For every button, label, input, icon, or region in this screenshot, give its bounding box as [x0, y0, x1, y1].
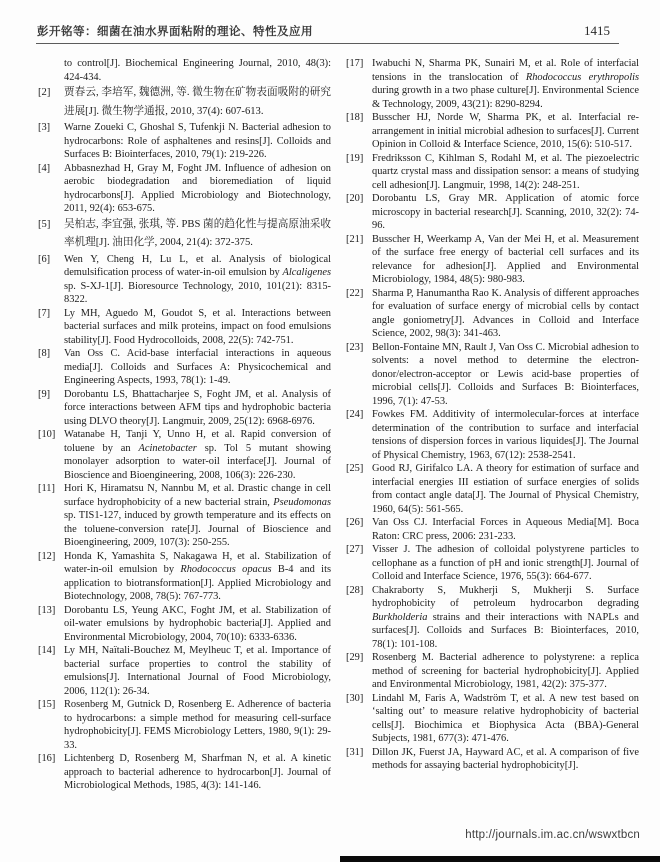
reference-text: Lichtenberg D, Rosenberg M, Sharfman N, et al. A kinetic approach to bacterial adherence to hydrocarbon[J]. Journal of Microbiological Methods, 1985, 4(3): 141-146. [64, 753, 331, 791]
reference-number: [28] [346, 584, 364, 596]
reference-number: [11] [38, 483, 55, 494]
reference-number: [3] [38, 122, 51, 133]
reference-text: Iwabuchi N, Sharma PK, Sunairi M, et al. Role of interfacial tensions in the translocation of Rhodococcus erythropolis during growth in a two phase culture[J]. Environmental Science & Technology, 2009, 43(21): 8290-8294. [372, 58, 640, 110]
reference-number: [24] [346, 409, 364, 420]
reference-text: Busscher H, Weerkamp A, Van der Mei H, et al. Measurement of the surface free energy of bacterial cell surfaces and its relevance for adhesion[J]. Applied and Environmental Microbiology, 1984, 48(5): 980-983. [372, 233, 639, 285]
reference-text: Bellon-Fontaine MN, Rault J, Van Oss C. Microbial adhesion to solvents: a novel method to determine the electron-donor/electron-acceptor or Lewis acid-base properties of microbial cells[J]. Colloids and Surfaces B: Biointerfaces, 1996, 7(1): 47-53. [372, 341, 639, 407]
reference-number: [5] [38, 218, 51, 230]
reference-item [346, 287, 639, 341]
reference-number: [10] [38, 429, 56, 440]
reference-text: Sharma P, Hanumantha Rao K. Analysis of different approaches for evaluation of surface energy of microbial cells by contact angle goniometry[J]. Advances in Colloid and Interface Science, 2002, 98(3): 341-463. [372, 287, 639, 339]
reference-number: [7] [38, 307, 51, 319]
reference-number: [31] [346, 746, 364, 758]
reference-item [346, 543, 639, 584]
reference-number: [26] [346, 517, 364, 528]
reference-number: [13] [38, 604, 56, 616]
reference-item [38, 216, 331, 253]
reference-item [38, 752, 331, 793]
reference-number: [4] [38, 162, 51, 174]
references-column-left [38, 57, 331, 793]
reference-text: Dillon JK, Fuerst JA, Hayward AC, et al. A comparison of five methods for assaying bacterial hydrophobicity[J]. [372, 746, 639, 771]
reference-text: Wen Y, Cheng H, Lu L, et al. Analysis of biological demulsification process of water-in-oil emulsion by Alcaligenes sp. S-XJ-1[J]. Bioresource Technology, 2010, 101(21): 8315-8322. [64, 253, 331, 305]
reference-text: Dorobantu LS, Yeung AKC, Foght JM, et al. Stabilization of oil-water emulsions by hydrophobic bacteria[J]. Applied and Environmental Microbiology, 2004, 70(10): 6333-6336. [64, 604, 331, 643]
reference-item [38, 57, 331, 84]
reference-text: to control[J]. Biochemical Engineering Journal, 2010, 48(3): 424-434. [64, 58, 331, 83]
reference-number: [9] [38, 388, 51, 400]
reference-item [346, 746, 639, 773]
reference-text: Dorobantu LS, Gray MR. Application of atomic force microscopy in bacterial research[J]. Scanning, 2010, 32(2): 74-96. [372, 193, 639, 231]
reference-number: [12] [38, 550, 56, 562]
reference-number: [27] [346, 544, 364, 555]
reference-number: [16] [38, 753, 56, 764]
reference-item [346, 192, 639, 233]
reference-number: [29] [346, 652, 364, 663]
reference-item [38, 604, 331, 645]
reference-number: [14] [38, 645, 56, 656]
reference-item [38, 253, 331, 307]
reference-item [38, 307, 331, 348]
page-header [37, 19, 620, 39]
reference-item [346, 462, 639, 516]
reference-item [346, 233, 639, 287]
reference-text: Honda K, Yamashita S, Nakagawa H, et al. Stabilization of water-in-oil emulsion by Rhodococcus opacus B-4 and its application to biotransformation[J]. Applied Microbiology and Biotechnology, 2008, 78(5): 767-773. [64, 550, 332, 602]
header-rule [36, 43, 619, 44]
reference-item [346, 408, 639, 462]
reference-text: Good RJ, Girifalco LA. A theory for estimation of surface and interfacial energies III estiation of surface energies of solids from contact angle data[J]. The Journal of Physical Chemistry, 1960, 64(5): 561-565. [372, 463, 639, 515]
reference-item [38, 84, 331, 121]
reference-number: [18] [346, 112, 364, 123]
reference-number: [6] [38, 253, 51, 265]
reference-item [38, 388, 331, 429]
reference-number: [21] [346, 233, 364, 245]
reference-number: [8] [38, 348, 51, 359]
reference-text: Hori K, Hiramatsu N, Nannbu M, et al. Drastic change in cell surface hydrophobicity of a new bacterial strain, Pseudomonas sp. TIS1-127, induced by growth temperature and its effects on the toluene-conversion rate[J]. Journal of Bioscience and Bioengineering, 2009, 107(3): 250-255. [64, 483, 331, 548]
reference-text: Rosenberg M. Bacterial adherence to polystyrene: a replica method of screening for bacterial hydrophobicity[J]. Applied and Environmental Microbiology, 1981, 42(2): 375-377. [372, 652, 639, 690]
reference-item [38, 698, 331, 752]
reference-text: Dorobantu LS, Bhattacharjee S, Foght JM, et al. Analysis of force interactions between AFM tips and hydrophobic bacteria using DLVO theory[J]. Langmuir, 2009, 25(12): 6968-6976. [64, 388, 331, 427]
reference-item [38, 121, 331, 162]
reference-text: 贾春云, 李培军, 魏德洲, 等. 微生物在矿物表面吸附的研究进展[J]. 微生物学通报, 2010, 37(4): 607-613. [64, 87, 331, 117]
reference-item [38, 428, 331, 482]
reference-item [38, 482, 331, 550]
reference-item [38, 644, 331, 698]
reference-number: [22] [346, 287, 364, 299]
reference-text: Warne Zoueki C, Ghoshal S, Tufenkji N. Bacterial adhesion to hydrocarbons: Role of asphaltenes and resins[J]. Colloids and Surfaces B: Biointerfaces, 2010, 79(1): 219-226. [64, 122, 331, 160]
reference-item [346, 341, 639, 409]
reference-text: 吴柏志, 李宜强, 张琪, 等. PBS 菌的趋化性与提高原油采收率机理[J]. 油田化学, 2004, 21(4): 372-375. [64, 218, 331, 248]
reference-text: Ly MH, Naïtali-Bouchez M, Meylheuc T, et al. Importance of bacterial surface properties to control the stability of emulsions[J]. International Journal of Food Microbiology, 2006, 112(1): 26-34. [64, 645, 331, 697]
reference-item [346, 516, 639, 543]
reference-item [346, 692, 639, 746]
reference-text: Chakraborty S, Mukherji S, Mukherji S. Surface hydrophobicity of petroleum hydrocarbon degrading Burkholderia strains and their interactions with NAPLs and surfaces[J]. Colloids and Surfaces B: Biointerfaces, 2010, 78(1): 101-108. [372, 584, 639, 650]
reference-number: [19] [346, 152, 364, 164]
reference-text: Ly MH, Aguedo M, Goudot S, et al. Interactions between bacterial surfaces and milk proteins, impact on food emulsions stability[J]. Food Hydrocolloids, 2008, 22(5): 742-751. [64, 307, 331, 346]
reference-number: [23] [346, 341, 364, 353]
reference-item [38, 162, 331, 216]
reference-item [346, 152, 639, 193]
running-title: 彭开铭等：细菌在油水界面粘附的理论、特性及应用 [37, 26, 313, 38]
reference-text: Rosenberg M, Gutnick D, Rosenberg E. Adherence of bacteria to hydrocarbons: a simple method for measuring cell-surface hydrophobicity[J]. FEMS Microbiology Letters, 1980, 9(1): 29-33. [64, 699, 331, 751]
reference-text: Watanabe H, Tanji Y, Unno H, et al. Rapid conversion of toluene by an Acinetobacter sp. Tol 5 mutant showing monolayer adsorption to water-oil interface[J]. Journal of Bioscience and Bioengineering, 2008, 106(3): 226-230. [64, 429, 332, 481]
reference-text: Van Oss C. Acid-base interfacial interactions in aqueous media[J]. Colloids and Surfaces A: Physicochemical and Engineering Aspects, 1993, 78(1): 1-49. [64, 348, 331, 386]
reference-text: Fowkes FM. Additivity of intermolecular-forces at interface determination of the contribution to surface and interfacial tensions of dispersion forces in various liquides[J]. The Journal of Physical Chemistry, 1963, 67(12): 2538-2541. [372, 409, 639, 461]
page-number: 1415 [584, 23, 610, 38]
footer-journal-url: http://journals.im.ac.cn/wswxtbcn [465, 829, 640, 841]
reference-text: Abbasnezhad H, Gray M, Foght JM. Influence of adhesion on aerobic biodegradation and bioremediation of liquid hydrocarbons[J]. Applied Microbiology and Biotechnology, 2011, 92(4): 653-675. [64, 162, 331, 214]
reference-number: [25] [346, 463, 364, 474]
reference-number: [15] [38, 699, 56, 710]
reference-item [38, 347, 331, 388]
reference-number: [17] [346, 58, 364, 69]
reference-text: Busscher HJ, Norde W, Sharma PK, et al. Interfacial re-arrangement in initial microbial adhesion to surfaces[J]. Current Opinion in Colloid & Interface Science, 2010, 15(6): 510-517. [372, 112, 639, 150]
reference-text: Van Oss CJ. Interfacial Forces in Aqueous Media[M]. Boca Raton: CRC press, 2006: 231-233. [372, 517, 639, 542]
reference-number: [30] [346, 692, 364, 704]
reference-item [346, 111, 639, 152]
reference-item [38, 550, 331, 604]
reference-item [346, 651, 639, 692]
reference-text: Lindahl M, Faris A, Wadström T, et al. A new test based on ‘salting out’ to measure relative hydrophobicity of bacterial cells[J]. Biochimica et Biophysica Acta (BBA)-General Subjects, 1981, 677(3): 471-476. [372, 692, 639, 744]
bottom-black-bar [340, 856, 660, 862]
reference-item [346, 584, 639, 652]
reference-item [346, 57, 639, 111]
reference-number: [20] [346, 193, 364, 204]
reference-text: Visser J. The adhesion of colloidal polystyrene particles to cellophane as a function of pH and ionic strength[J]. Journal of Colloid and Interface Science, 1976, 55(3): 664-677. [372, 544, 639, 582]
reference-number: [2] [38, 87, 51, 98]
reference-text: Fredriksson C, Kihlman S, Rodahl M, et al. The piezoelectric quartz crystal mass and dissipation sensor: a means of studying cell adhesion[J]. Langmuir, 1998, 14(2): 248-251. [372, 152, 639, 191]
references-column-right [346, 57, 639, 773]
